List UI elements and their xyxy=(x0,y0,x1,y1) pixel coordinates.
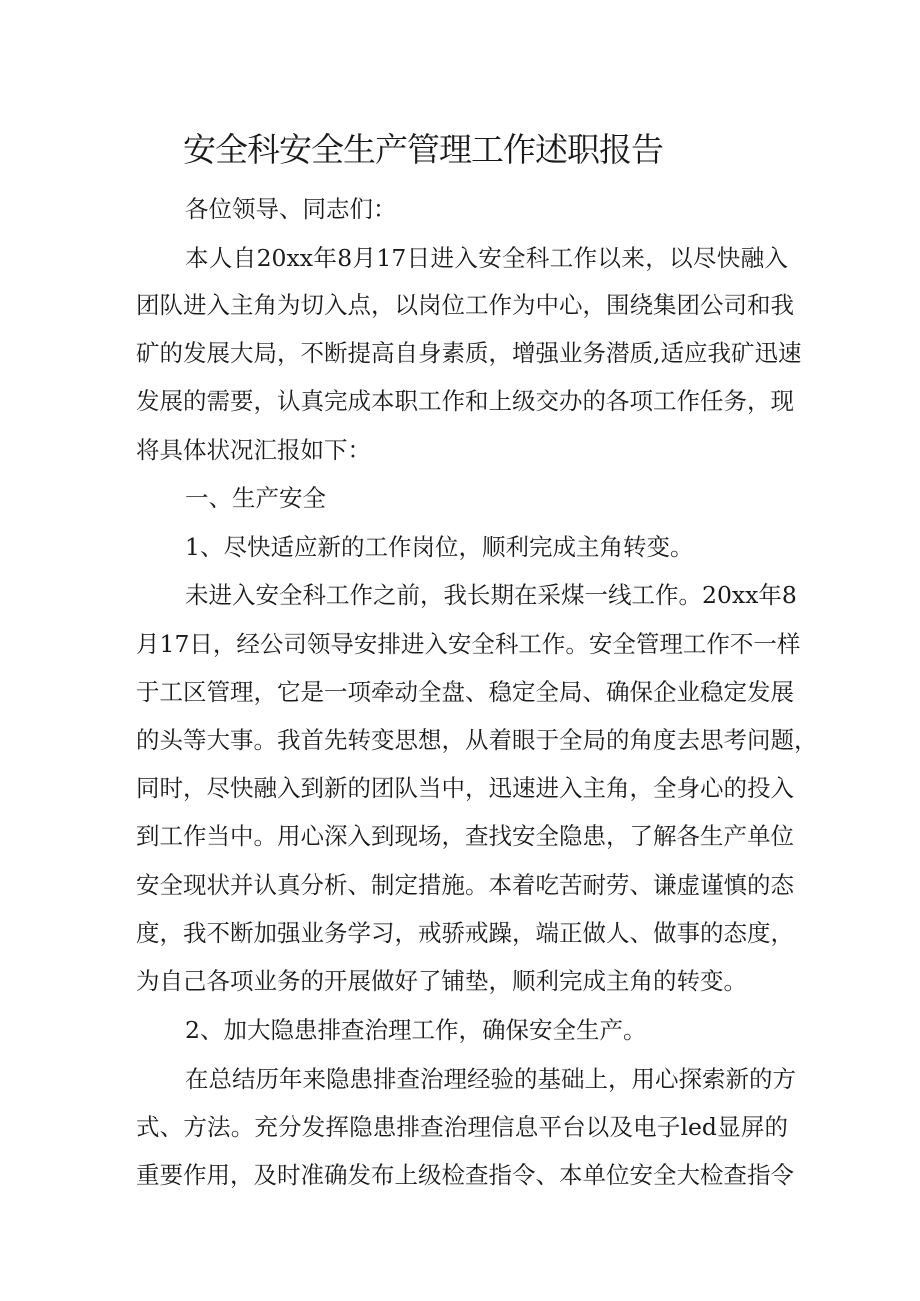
item-2-line: 重要作用，及时准确发布上级检查指令、本单位安全大检查指令 xyxy=(136,1161,794,1189)
item-1-line: 同时，尽快融入到新的团队当中，迅速进入主角，全身心的投入 xyxy=(136,774,794,802)
item-heading: 2、加大隐患排查治理工作，确保安全生产。 xyxy=(185,1016,647,1044)
item-1-line: 未进入安全科工作之前，我长期在采煤一线工作。20xx年8 xyxy=(185,581,797,609)
item-heading: 1、尽快适应新的工作岗位，顺利完成主角转变。 xyxy=(185,533,694,561)
item-2-line: 式、方法。充分发挥隐患排查治理信息平台以及电子led显屏的 xyxy=(136,1113,788,1141)
item-1-line: 安全现状并认真分析、制定措施。本着吃苦耐劳、谦虚谨慎的态 xyxy=(136,871,794,899)
intro-line: 团队进入主角为切入点，以岗位工作为中心，围绕集团公司和我 xyxy=(136,291,794,319)
greeting: 各位领导、同志们： xyxy=(185,195,397,223)
item-1-line: 的头等大事。我首先转变思想，从着眼于全局的角度去思考问题， xyxy=(136,726,818,754)
intro-line: 发展的需要，认真完成本职工作和上级交办的各项工作任务，现 xyxy=(136,387,794,415)
document-title: 安全科安全生产管理工作述职报告 xyxy=(183,130,663,169)
item-1-line: 到工作当中。用心深入到现场，查找安全隐患，了解各生产单位 xyxy=(136,822,794,850)
item-1-line: 于工区管理，它是一项牵动全盘、稳定全局、确保企业稳定发展 xyxy=(136,678,794,706)
item-1-line: 为自己各项业务的开展做好了铺垫，顺利完成主角的转变。 xyxy=(136,967,747,995)
intro-line: 本人自20xx年8月17日进入安全科工作以来，以尽快融入 xyxy=(185,244,788,272)
item-1-line: 月17日，经公司领导安排进入安全科工作。安全管理工作不一样 xyxy=(136,630,801,658)
intro-line: 矿的发展大局，不断提高自身素质，增强业务潜质,适应我矿迅速 xyxy=(136,339,802,367)
intro-line: 将具体状况汇报如下： xyxy=(136,436,371,464)
item-1-line: 度，我不断加强业务学习，戒骄戒躁，端正做人、做事的态度， xyxy=(136,919,794,947)
section-heading: 一、生产安全 xyxy=(185,484,326,512)
item-2-line: 在总结历年来隐患排查治理经验的基础上，用心探索新的方 xyxy=(185,1065,796,1093)
